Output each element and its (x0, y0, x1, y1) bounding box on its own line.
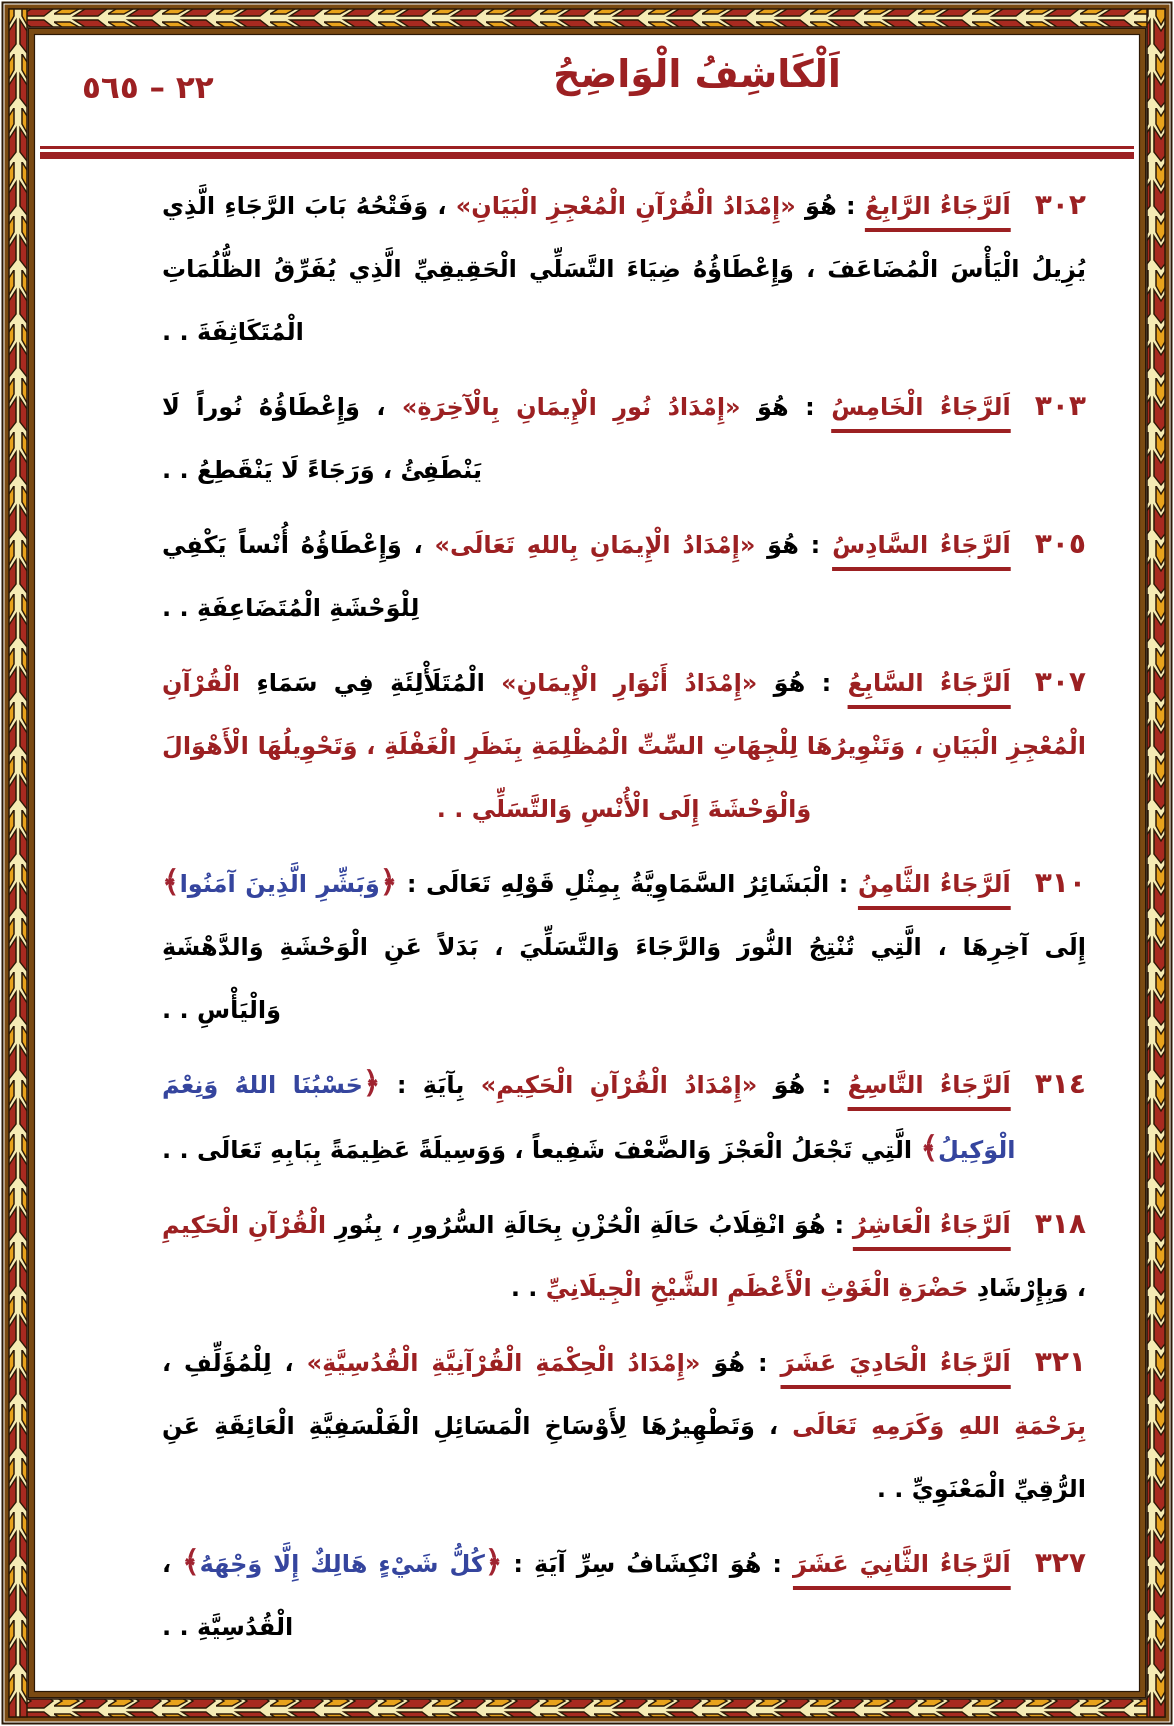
emphasis-red-run: «إِمْدَادُ أَنْوَارِ الْإِيمَانِ» (501, 669, 758, 697)
paragraph-number: ٣٠٥ (1034, 527, 1086, 560)
emphasis-red-run: حَضْرَةِ الْغَوْثِ الْأَعْظَمِ الشَّيْخِ الْجِيلَانِيِّ (545, 1274, 969, 1302)
body-text-run: : هُوَ انْقِلَابُ حَالَةِ الْحُزْنِ بِحَالَةِ السُّرُورِ ، بِنُورِ (326, 1211, 853, 1239)
paragraph-heading: اَلرَّجَاءُ السَّابِعُ (847, 669, 1011, 697)
body-text-run: ، لِلْمُؤَلِّفِ ، (162, 1349, 307, 1377)
paragraph-307 (162, 650, 1086, 841)
paragraph-314 (162, 1052, 1086, 1182)
body-text-run: : هُوَ (740, 393, 832, 421)
body-text-run: . . (510, 1274, 546, 1302)
body-text-run: : هُوَ (757, 1071, 848, 1099)
paragraph-305 (162, 512, 1086, 640)
body-text-run: ، وَإِعْطَاؤُهُ نُوراً لَا يَنْطَفِئُ ، وَرَجَاءً لَا يَنْقَطِعُ . . (162, 393, 482, 484)
ornate-bracket: ﴾ (182, 1545, 200, 1580)
paragraph-number: ٣٠٧ (1034, 665, 1087, 698)
body-text-run: إِلَى آخِرِهَا ، الَّتِي تُنْتِجُ النُّورَ وَالرَّجَاءَ وَالتَّسَلِّيَ ، بَدَلاً عَنِ الْوَحْشَةِ وَالدَّهْشَةِ وَالْيَأْسِ . . (162, 933, 1086, 1024)
header-rule-thick (40, 152, 1134, 159)
paragraph-number: ٣١٤ (1034, 1067, 1086, 1100)
emphasis-red-run: «إِمْدَادُ نُورِ الْإِيمَانِ بِالْآخِرَةِ» (401, 393, 741, 421)
ornate-bracket: ﴾ (920, 1131, 939, 1166)
quran-quote: وَبَشِّرِ الَّذِينَ آمَنُوا (179, 870, 380, 898)
emphasis-red-run: الْقُرْآنِ الْمُعْجِزِ الْبَيَانِ ، وَتَنْوِيرُهَا لِلْجِهَاتِ السِّتِّ الْمُظْلِمَةِ بِنَظَرِ الْغَفْلَةِ ، وَتَحْوِيلُهَا الْأَهْوَالَ وَالْوَحْشَةَ إِلَى الْأُنْسِ وَالتَّسَلِّي . . (162, 669, 1086, 823)
page (40, 40, 1134, 1686)
text-body (40, 159, 1134, 1659)
body-text-run: : هُوَ انْكِشَافُ سِرِّ آيَةِ : (502, 1550, 793, 1578)
ornate-bracket: ﴾ (162, 865, 180, 900)
body-text-run: ، الْقُدُسِيَّةِ . . (162, 1550, 294, 1641)
paragraph-heading: اَلرَّجَاءُ الثَّانِيَ عَشَرَ (792, 1550, 1011, 1578)
ornate-bracket: ﴿ (484, 1545, 503, 1580)
header-rule (40, 146, 1134, 159)
quran-quote: كُلُّ شَيْءٍ هَالِكٌ إِلَّا وَجْهَهُ (199, 1550, 485, 1578)
paragraph-heading: اَلرَّجَاءُ الْعَاشِرُ (852, 1211, 1011, 1239)
ornate-bracket: ﴿ (379, 865, 398, 900)
body-text-run: ، وَإِعْطَاؤُهُ أُنْساً يَكْفِي لِلْوَحْشَةِ الْمُتَضَاعِفَةِ . . (162, 531, 435, 622)
quran-quote: حَسْبُنَا اللهُ وَنِعْمَ الْوَكِيلُ (162, 1071, 1016, 1164)
paragraph-310 (162, 851, 1086, 1042)
paragraph-heading: اَلرَّجَاءُ السَّادِسُ (832, 531, 1011, 559)
ornate-bracket: ﴿ (362, 1066, 381, 1101)
paragraph-number: ٣٠٢ (1034, 188, 1086, 221)
emphasis-red-run: «إِمْدَادُ الْإِيمَانِ بِاللهِ تَعَالَى» (434, 531, 756, 559)
body-text-run: ، وَبِإِرْشَادِ (968, 1274, 1086, 1302)
paragraph-number: ٣١٠ (1034, 866, 1086, 899)
paragraph-number: ٣٠٣ (1034, 389, 1086, 422)
emphasis-red-run: بِرَحْمَةِ اللهِ وَكَرَمِهِ تَعَالَى (792, 1412, 1087, 1440)
paragraph-heading: اَلرَّجَاءُ التَّاسِعُ (847, 1071, 1011, 1099)
body-text-run: ، وَفَتْحُهُ بَابَ الرَّجَاءِ الَّذِي يُزِيلُ الْيَأْسَ الْمُضَاعَفَ ، وَإِعْطَاؤُهُ ضِيَاءَ التَّسَلِّي الْحَقِيقِيِّ الَّذِي يُفَرِّقُ الظُّلُمَاتِ الْمُتَكَاثِفَةَ . . (162, 192, 1086, 346)
paragraph-327 (162, 1531, 1086, 1659)
body-text-run: بِآيَةِ : (380, 1071, 481, 1099)
paragraph-number: ٣٢٧ (1034, 1546, 1086, 1579)
body-text-run: : هُوَ (757, 669, 848, 697)
paragraph-302 (162, 173, 1086, 364)
paragraph-heading: اَلرَّجَاءُ الثَّامِنُ (857, 870, 1011, 898)
body-text-run: : الْبَشَائِرُ السَّمَاوِيَّةُ بِمِثْلِ قَوْلِهِ تَعَالَى : (397, 870, 858, 898)
body-text-run: : هُوَ (795, 192, 865, 220)
emphasis-red-run: «إِمْدَادُ الْحِكْمَةِ الْقُرْآنِيَّةِ الْقُدُسِيَّةِ» (306, 1349, 701, 1377)
paragraph-318 (162, 1192, 1086, 1320)
paragraph-heading: اَلرَّجَاءُ الرَّابِعُ (864, 192, 1011, 220)
body-text-run: : هُوَ (700, 1349, 781, 1377)
header-rule-thin (40, 146, 1134, 149)
body-text-run: : هُوَ (755, 531, 833, 559)
paragraph-heading: اَلرَّجَاءُ الْخَامِسُ (831, 393, 1011, 421)
paragraph-321 (162, 1330, 1086, 1521)
paragraph-number: ٣١٨ (1034, 1207, 1086, 1240)
paragraph-heading: اَلرَّجَاءُ الْحَادِيَ عَشَرَ (780, 1349, 1011, 1377)
emphasis-red-run: «إِمْدَادُ الْقُرْآنِ الْحَكِيمِ» (480, 1071, 758, 1099)
book-title: اَلْكَاشِفُ الْوَاضِحُ (553, 52, 841, 96)
emphasis-red-run: «إِمْدَادُ الْقُرْآنِ الْمُعْجِزِ الْبَيَانِ» (455, 192, 796, 220)
body-text-run: ، وَتَطْهِيرُهَا لِأَوْسَاخِ الْمَسَائِلِ الْفَلْسَفِيَّةِ الْعَائِقَةِ عَنِ الرُّقِيِّ الْمَعْنَوِيِّ . . (162, 1412, 1086, 1503)
paragraph-number: ٣٢١ (1034, 1345, 1087, 1378)
body-text-run: الْمُتَلَأْلِئَةِ فِي سَمَاءِ (240, 669, 502, 697)
page-header (40, 40, 1134, 146)
page-number: ٢٢ – ٥٦٥ (82, 70, 214, 106)
body-text-run: الَّتِي تَجْعَلُ الْعَجْزَ وَالضَّعْفَ شَفِيعاً ، وَوَسِيلَةً عَظِيمَةً بِبَابِهِ تَعَالَى . . (162, 1136, 921, 1164)
paragraph-303 (162, 374, 1086, 502)
emphasis-red-run: الْقُرْآنِ الْحَكِيمِ (162, 1211, 327, 1239)
